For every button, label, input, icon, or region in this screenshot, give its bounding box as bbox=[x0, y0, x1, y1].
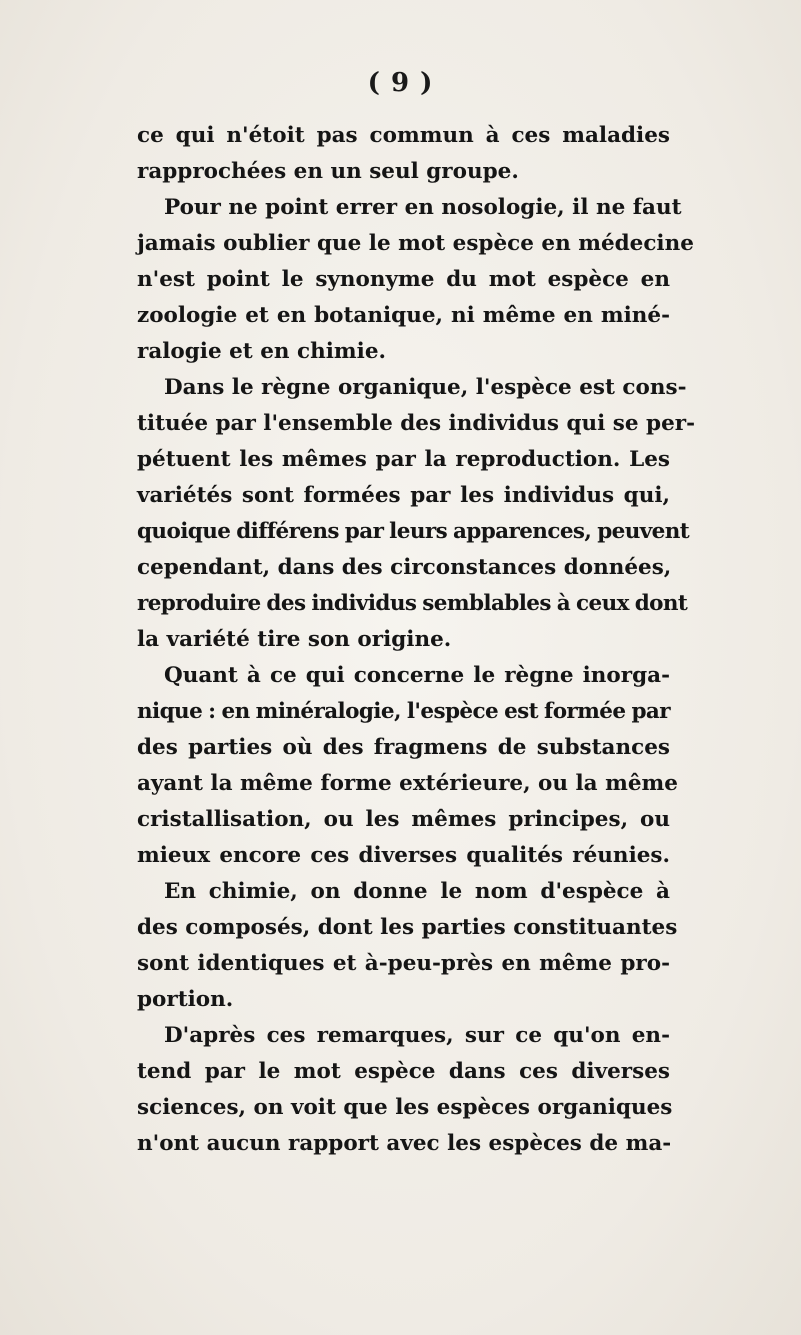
text-line: la variété tire son origine. bbox=[137, 627, 452, 652]
text-line: nique : en minéralogie, l'espèce est formée par bbox=[137, 699, 670, 724]
text-line: cristallisation, ou les mêmes principes, ou bbox=[137, 807, 670, 832]
text-line: reproduire des individus semblables à ceux dont bbox=[137, 591, 688, 616]
text-line: cependant, dans des circonstances données, bbox=[137, 555, 672, 580]
text-line: Pour ne point errer en nosologie, il ne faut bbox=[164, 195, 682, 220]
text-line: des composés, dont les parties constituantes bbox=[137, 915, 678, 940]
text-line: pétuent les mêmes par la reproduction. Les bbox=[137, 447, 670, 472]
text-line: sont identiques et à-peu-près en même pro- bbox=[137, 951, 670, 976]
text-line: n'ont aucun rapport avec les espèces de ma- bbox=[137, 1131, 672, 1156]
text-line: tend par le mot espèce dans ces diverses bbox=[137, 1059, 670, 1084]
page-number: ( 9 ) bbox=[367, 68, 434, 98]
text-line: zoologie et en botanique, ni même en miné- bbox=[137, 303, 670, 328]
text-line: sciences, on voit que les espèces organiques bbox=[137, 1095, 673, 1120]
text-line: des parties où des fragmens de substances bbox=[137, 735, 670, 760]
text-line: ralogie et en chimie. bbox=[137, 339, 386, 364]
text-line: Dans le règne organique, l'espèce est cons- bbox=[164, 375, 687, 400]
text-line: Quant à ce qui concerne le règne inorga- bbox=[164, 663, 670, 688]
text-line: tituée par l'ensemble des individus qui se per- bbox=[137, 411, 696, 436]
text-line: rapprochées en un seul groupe. bbox=[137, 159, 519, 184]
body-text bbox=[137, 118, 696, 1162]
text-line: quoique différens par leurs apparences, peuvent bbox=[137, 519, 690, 544]
text-line: En chimie, on donne le nom d'espèce à bbox=[164, 879, 670, 904]
text-line: ce qui n'étoit pas commun à ces maladies bbox=[137, 123, 670, 148]
text-line: mieux encore ces diverses qualités réunies. bbox=[137, 843, 670, 868]
text-line: ayant la même forme extérieure, ou la même bbox=[137, 771, 678, 796]
text-line: jamais oublier que le mot espèce en médecine bbox=[137, 231, 694, 256]
text-line: D'après ces remarques, sur ce qu'on en- bbox=[164, 1023, 670, 1048]
text-line: portion. bbox=[137, 987, 234, 1012]
text-line: n'est point le synonyme du mot espèce en bbox=[137, 267, 670, 292]
text-line: variétés sont formées par les individus qui, bbox=[137, 483, 670, 508]
